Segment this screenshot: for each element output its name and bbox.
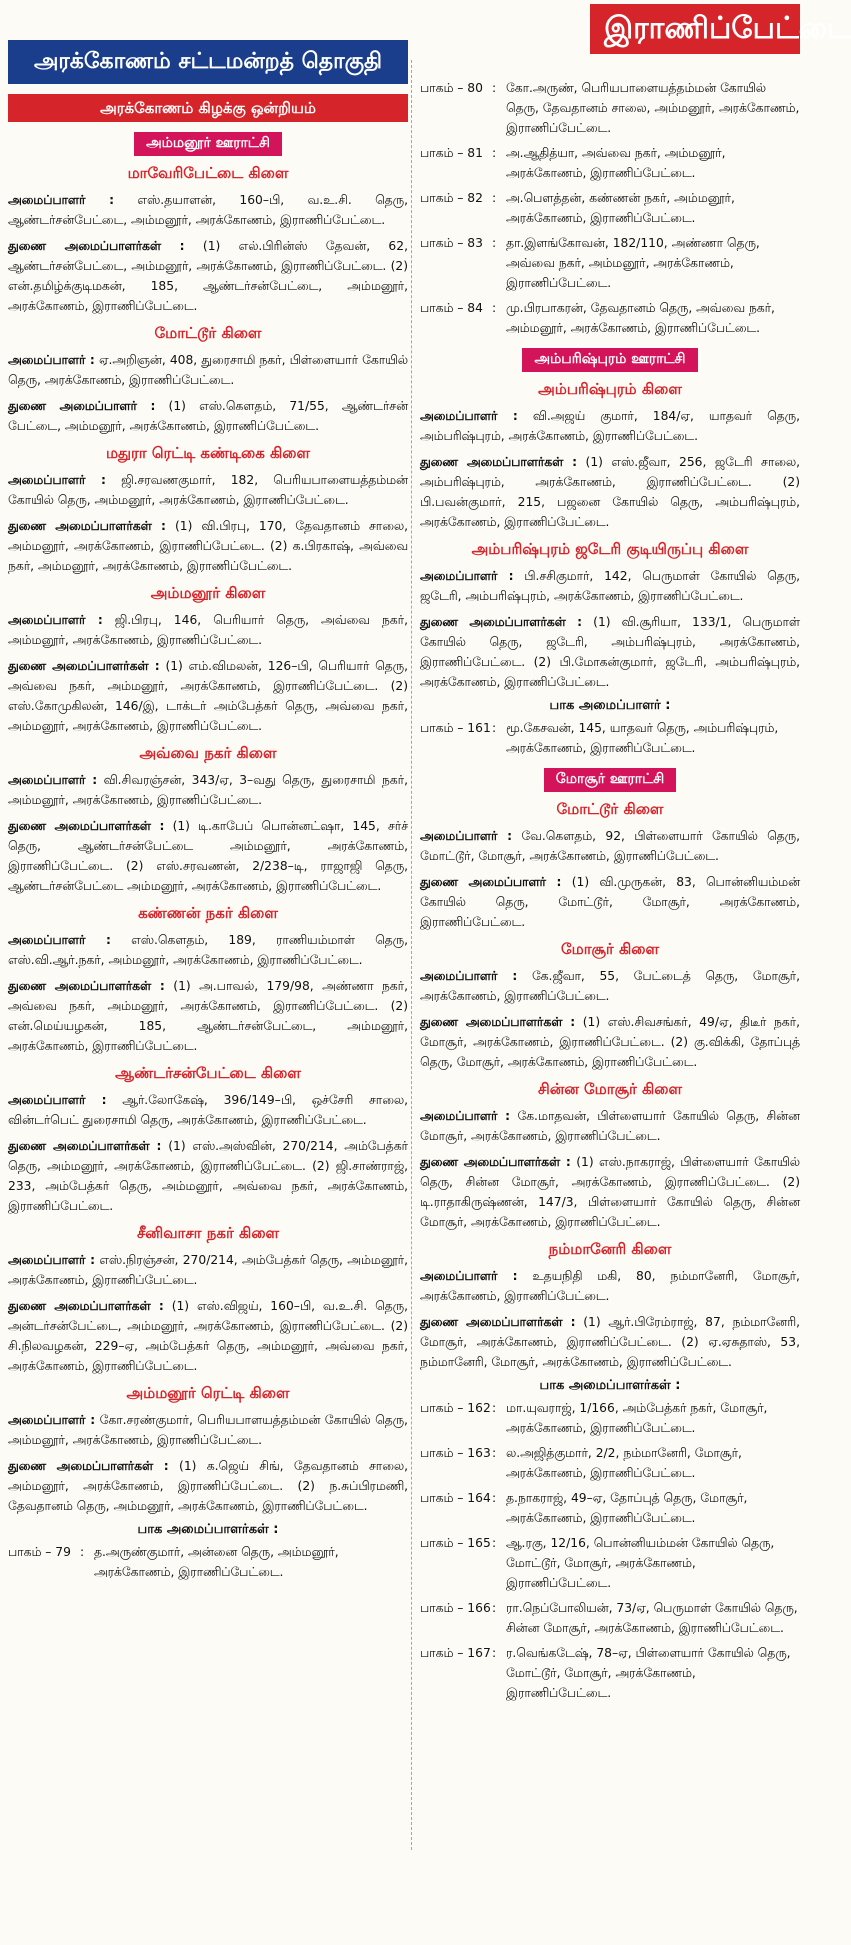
deputy-label: துணை அமைப்பாளர்கள் : (8, 239, 185, 253)
pagam-number: பாகம் – 82 (420, 191, 483, 205)
pagam-text: அ.பௌத்தன், கண்ணன் நகர், அம்மனூர், அரக்கோணம், இராணிப்பேட்டை. (506, 191, 735, 225)
deputy-label: துணை அமைப்பாளர் : (420, 875, 562, 889)
deputy-entry (8, 656, 408, 736)
organizer-label: அமைப்பாளர் : (8, 613, 103, 627)
branch-title: நம்மானேரி கிளை (548, 1240, 672, 1258)
pagam-text: ர.வெங்கடேஷ், 78–ஏ, பிள்ளையார் கோயில் தெரு, மோட்டூர், மோசூர், அரக்கோணம், இராணிப்பேட்டை. (506, 1646, 791, 1700)
branch-list (420, 380, 800, 692)
deputy-text: (1) எஸ்.விஜய், 160–பி, வ.உ.சி. தெரு, அன்டர்சன்பேட்டை, அம்மனூர், அரக்கோணம், இராணிப்பேட்டை. (2) சி.நிலவழகன், 229–ஏ, அம்பேத்கர் தெரு, அம்மனூர், அவ்வை நகர், அரக்கோணம், இராணிப்பேட்டை. (8, 1299, 408, 1373)
organizer-label: அமைப்பாளர் : (420, 969, 518, 983)
organizer-label: அமைப்பாளர் : (8, 1093, 107, 1107)
deputy-entry (8, 1456, 408, 1516)
pagam-list (8, 1542, 408, 1582)
pagam-colon: : (492, 191, 497, 205)
branch-title: ஆண்டர்சன்பேட்டை கிளை (115, 1064, 301, 1082)
organizer-entry (420, 566, 800, 606)
deputy-label: துணை அமைப்பாளர்கள் : (8, 979, 165, 993)
branch-title: அவ்வை நகர் கிளை (139, 744, 277, 762)
organizer-entry (420, 406, 800, 446)
deputy-label: துணை அமைப்பாளர்கள் : (8, 1459, 169, 1473)
pagam-text: மூ.கேசவன், 145, யாதவர் தெரு, அம்பரிஷ்புரம், அரக்கோணம், இராணிப்பேட்டை. (506, 721, 779, 755)
organizer-label: அமைப்பாளர் : (420, 1269, 518, 1283)
organizer-label: அமைப்பாளர் : (8, 193, 115, 207)
pagam-row (420, 233, 800, 293)
organizer-text: பி.சசிகுமார், 142, பெருமாள் கோயில் தெரு, ஜடேரி, அம்பரிஷ்புரம், அரக்கோணம், இராணிப்பேட்டை. (420, 569, 800, 603)
organizer-text: வி.சிவரஞ்சன், 343/ஏ, 3–வது தெரு, துரைசாமி நகர், அம்மனூர், அரக்கோணம், இராணிப்பேட்டை. (8, 773, 408, 807)
organizer-label: அமைப்பாளர் : (8, 933, 111, 947)
left-column (8, 0, 408, 1587)
branch-title: மாவேரிபேட்டை கிளை (127, 164, 289, 182)
constituency-banner: அரக்கோணம் சட்டமன்றத் தொகுதி (8, 40, 408, 84)
organizer-entry (8, 1090, 408, 1130)
pagam-row (420, 1533, 800, 1593)
deputy-text: (1) எஸ்.ஜீவா, 256, ஜடேரி சாலை, அம்பரிஷ்புரம், அரக்கோணம், இராணிப்பேட்டை. (2) பி.பவன்குமார், 215, பஜனை கோயில் தெரு, அம்பரிஷ்புரம், அரக்கோணம், இராணிப்பேட்டை. (420, 455, 800, 529)
deputy-text: (1) எஸ்.அஸ்வின், 270/214, அம்பேத்கர் தெரு, அம்மனூர், அரக்கோணம், இராணிப்பேட்டை. (2) ஜி.சாண்ராஜ், 233, அம்பேத்கர் தெரு, அம்மனூர், அவ்வை நகர், அரக்கோணம், இராணிப்பேட்டை. (8, 1139, 408, 1213)
pagam-row (420, 718, 800, 758)
organizer-label: அமைப்பாளர் : (8, 353, 95, 367)
organizer-text: வி.அஜய் குமார், 184/ஏ, யாதவர் தெரு, அம்பரிஷ்புரம், அரக்கோணம், இராணிப்பேட்டை. (420, 409, 800, 443)
deputy-label: துணை அமைப்பாளர்கள் : (420, 1155, 571, 1169)
deputy-entry (8, 1296, 408, 1376)
pagam-number: பாகம் – 79 (8, 1545, 71, 1559)
organizer-text: கோ.சரண்குமார், பெரியபாளயத்தம்மன் கோயில் தெரு, அம்மனூர், அரக்கோணம், இராணிப்பேட்டை. (8, 1413, 408, 1447)
branch-title: சீனிவாசா நகர் கிளை (136, 1224, 280, 1242)
pagam-number: பாகம் – 83 (420, 236, 483, 250)
branch-title: மதுரா ரெட்டி கண்டிகை கிளை (105, 444, 311, 462)
organizer-text: ஜி.சரவணகுமார், 182, பெரியபாளையத்தம்மன் கோயில் தெரு, அம்மனூர், அரக்கோணம், இராணிப்பேட்டை. (8, 473, 408, 507)
deputy-text: (1) டி.காபேப் பொன்னட்ஷா, 145, சர்ச் தெரு, ஆண்டர்சன்பேட்டை அம்மனூர், அரக்கோணம், இராணிப்பேட்டை. (2) எஸ்.சரவணன், 2/238–டி, ராஜாஜி தெரு, ஆண்டர்சன்பேட்டை அம்மனூர், அரக்கோணம், இராணிப்பேட்டை. (8, 819, 408, 893)
pagam-row (420, 298, 800, 338)
deputy-label: துணை அமைப்பாளர்கள் : (420, 1015, 576, 1029)
organizer-text: உதயநிதி மகி, 80, நம்மானேரி, மோசூர், அரக்கோணம், இராணிப்பேட்டை. (420, 1269, 800, 1303)
organizer-entry (420, 826, 800, 866)
deputy-text: (1) எஸ்.சிவசங்கர், 49/ஏ, திடீர் நகர், மோசூர், அரக்கோணம், இராணிப்பேட்டை. (2) கு.விக்கி, தோப்புத் தெரு, மோசூர், அரக்கோணம், இராணிப்பேட்டை. (420, 1015, 800, 1069)
deputy-label: துணை அமைப்பாளர்கள் : (8, 819, 165, 833)
pagam-colon: : (492, 1401, 497, 1415)
pagam-number: பாகம் – 81 (420, 146, 483, 160)
pagam-text: ல.அஜித்குமார், 2/2, நம்மானேரி, மோசூர், அரக்கோணம், இராணிப்பேட்டை. (506, 1446, 742, 1480)
pagam-row (420, 1598, 800, 1638)
panchayat-label: மோசூர் ஊராட்சி (544, 768, 676, 792)
pagam-colon: : (492, 146, 497, 160)
pagam-text: கோ.அருண், பெரியபாளையத்தம்மன் கோயில் தெரு, தேவதானம் சாலை, அம்மனூர், அரக்கோணம், இராணிப்பேட்டை. (506, 81, 800, 135)
pagam-number: பாகம் – 80 (420, 81, 483, 95)
deputy-label: துணை அமைப்பாளர்கள் : (420, 455, 578, 469)
branch-title: கண்ணன் நகர் கிளை (138, 904, 278, 922)
organizer-text: கே.ஜீவா, 55, பேட்டைத் தெரு, மோசூர், அரக்கோணம், இராணிப்பேட்டை. (420, 969, 800, 1003)
deputy-entry (8, 1136, 408, 1216)
organizer-label: அமைப்பாளர் : (420, 409, 518, 423)
pagam-number: பாகம் – 84 (420, 301, 483, 315)
branch-title: அம்மனூர் கிளை (150, 584, 266, 602)
organizer-label: அமைப்பாளர் : (8, 1413, 96, 1427)
organizer-entry (8, 190, 408, 230)
pagam-row (420, 1398, 800, 1438)
pagam-row (8, 1542, 408, 1582)
pagam-row (420, 1488, 800, 1528)
right-column (420, 0, 800, 1708)
pagam-text: தா.இளங்கோவன், 182/110, அண்ணா தெரு, அவ்வை நகர், அம்மனூர், அரக்கோணம், இராணிப்பேட்டை. (506, 236, 760, 290)
pagam-number: பாகம் – 161 (420, 721, 491, 735)
deputy-label: துணை அமைப்பாளர்கள் : (8, 1139, 162, 1153)
deputy-label: துணை அமைப்பாளர்கள் : (420, 615, 583, 629)
paga-heading: பாக அமைப்பாளர் : (549, 698, 671, 713)
deputy-text: (1) எஸ்.கௌதம், 71/55, ஆண்டர்சன் பேட்டை, அம்மனூர், அரக்கோணம், இராணிப்பேட்டை. (8, 399, 408, 433)
pagam-number: பாகம் – 164 (420, 1491, 491, 1505)
branch-list (420, 800, 800, 1372)
organizer-label: அமைப்பாளர் : (8, 1253, 96, 1267)
paga-heading: பாக அமைப்பாளர்கள் : (539, 1378, 681, 1393)
organizer-entry (8, 350, 408, 390)
organizer-text: கே.மாதவன், பிள்ளையார் கோயில் தெரு, சின்ன மோசூர், அரக்கோணம், இராணிப்பேட்டை. (420, 1109, 800, 1143)
pagam-list (420, 78, 800, 338)
deputy-entry (420, 1312, 800, 1372)
deputy-text: (1) எல்.பிரின்ஸ் தேவன், 62, ஆண்டர்சன்பேட்டை, அம்மனூர், அரக்கோணம், இராணிப்பேட்டை. (2) என்.தமிழ்க்குடிமகன், 185, ஆண்டர்சன்பேட்டை, அம்மனூர், அரக்கோணம், இராணிப்பேட்டை. (8, 239, 408, 313)
organizer-label: அமைப்பாளர் : (8, 773, 98, 787)
organizer-label: அமைப்பாளர் : (420, 569, 514, 583)
deputy-label: துணை அமைப்பாளர்கள் : (420, 1315, 576, 1329)
deputy-text: (1) ஆர்.பிரேம்ராஜ், 87, நம்மானேரி, மோசூர், அரக்கோணம், இராணிப்பேட்டை. (2) ஏ.ஏசுதாஸ், 53, நம்மானேரி, மோசூர், அரக்கோணம், இராணிப்பேட்டை. (420, 1315, 800, 1369)
branch-list (8, 164, 408, 1516)
deputy-entry (8, 516, 408, 576)
pagam-text: அ.ஆதித்யா, அவ்வை நகர், அம்மனூர், அரக்கோணம், இராணிப்பேட்டை. (506, 146, 726, 180)
panchayat-label: அம்பரிஷ்புரம் ஊராட்சி (522, 348, 697, 372)
organizer-text: ஆர்.லோகேஷ், 396/149–பி, ஒச்சேரி சாலை, வின்டர்பெட் துரைசாமி தெரு, அரக்கோணம், இராணிப்பேட்டை. (8, 1093, 408, 1127)
deputy-entry (8, 396, 408, 436)
pagam-colon: : (80, 1545, 85, 1559)
organizer-text: எஸ்.கௌதம், 189, ராணியம்மாள் தெரு, எஸ்.வி.ஆர்.நகர், அம்மனூர், அரக்கோணம், இராணிப்பேட்டை. (8, 933, 408, 967)
pagam-number: பாகம் – 165 (420, 1536, 491, 1550)
deputy-entry (420, 612, 800, 692)
pagam-row (420, 143, 800, 183)
branch-title: அம்மனூர் ரெட்டி கிளை (126, 1384, 290, 1402)
deputy-text: (1) வி.பிரபு, 170, தேவதானம் சாலை, அம்மனூர், அரக்கோணம், இராணிப்பேட்டை. (2) க.பிரகாஷ், அவ்வை நகர், அம்மனூர், அரக்கோணம், இராணிப்பேட்டை. (8, 519, 408, 573)
organizer-entry (8, 470, 408, 510)
organizer-entry (420, 1266, 800, 1306)
deputy-text: (1) வி.சூரியா, 133/1, பெருமாள் கோயில் தெரு, ஜடேரி, அம்பரிஷ்புரம், அரக்கோணம், இராணிப்பேட்டை. (2) பி.மோகன்குமார், ஜடேரி, அம்பரிஷ்புரம், அரக்கோணம், இராணிப்பேட்டை. (420, 615, 800, 689)
pagam-number: பாகம் – 166 (420, 1601, 491, 1615)
deputy-text: (1) க.ஜெய் சிங், தேவதானம் சாலை, அம்மனூர், அரக்கோணம், இராணிப்பேட்டை. (2) ந.சுப்பிரமணி, தேவதானம் தெரு, அம்மனூர், அரக்கோணம், இராணிப்பேட்டை. (8, 1459, 408, 1513)
pagam-text: மு.பிரபாகரன், தேவதானம் தெரு, அவ்வை நகர், அம்மனூர், அரக்கோணம், இராணிப்பேட்டை. (506, 301, 775, 335)
pagam-colon: : (492, 81, 497, 95)
pagam-colon: : (492, 1601, 497, 1615)
union-banner: அரக்கோணம் கிழக்கு ஒன்றியம் (8, 94, 408, 122)
pagam-text: மா.யுவராஜ், 1/166, அம்பேத்கர் நகர், மோசூர், அரக்கோணம், இராணிப்பேட்டை. (506, 1401, 768, 1435)
deputy-entry (420, 1152, 800, 1232)
deputy-text: (1) அ.பாவல், 179/98, அண்ணா நகர், அவ்வை நகர், அம்மனூர், அரக்கோணம், இராணிப்பேட்டை. (2) என்.மெய்யழகன், 185, ஆண்டர்சன்பேட்டை, அம்மனூர், அரக்கோணம், இராணிப்பேட்டை. (8, 979, 408, 1053)
organizer-entry (420, 966, 800, 1006)
deputy-entry (8, 816, 408, 896)
organizer-text: ஜி.பிரபு, 146, பெரியார் தெரு, அவ்வை நகர், அம்மனூர், அரக்கோணம், இராணிப்பேட்டை. (8, 613, 408, 647)
organizer-entry (420, 1106, 800, 1146)
branch-title: மோட்டூர் கிளை (556, 800, 664, 818)
pagam-list (420, 718, 800, 758)
deputy-label: துணை அமைப்பாளர் : (8, 399, 156, 413)
pagam-colon: : (492, 1446, 497, 1460)
pagam-list (420, 1398, 800, 1703)
branch-title: அம்பரிஷ்புரம் கிளை (538, 380, 682, 398)
column-divider (411, 60, 412, 1850)
branch-title: மோசூர் கிளை (561, 940, 659, 958)
organizer-entry (8, 610, 408, 650)
pagam-text: ரா.நெப்போலியன், 73/ஏ, பெருமாள் கோயில் தெரு, சின்ன மோசூர், அரக்கோணம், இராணிப்பேட்டை. (506, 1601, 798, 1635)
pagam-row (420, 78, 800, 138)
deputy-label: துணை அமைப்பாளர்கள் : (8, 519, 166, 533)
deputy-text: (1) எம்.விமலன், 126–பி, பெரியார் தெரு, அவ்வை நகர், அம்மனூர், அரக்கோணம், இராணிப்பேட்டை. (2) எஸ்.கோமுகிலன், 146/இ, டாக்டர் அம்பேத்கர் தெரு, அவ்வை நகர், அம்மனூர், அரக்கோணம், இராணிப்பேட்டை. (8, 659, 408, 733)
deputy-entry (420, 1012, 800, 1072)
pagam-colon: : (492, 301, 497, 315)
organizer-label: அமைப்பாளர் : (420, 1109, 511, 1123)
organizer-text: வே.கௌதம், 92, பிள்ளையார் கோயில் தெரு, மோட்டூர், மோசூர், அரக்கோணம், இராணிப்பேட்டை. (420, 829, 800, 863)
pagam-colon: : (492, 1536, 497, 1550)
deputy-entry (8, 976, 408, 1056)
organizer-text: எஸ்.நிரஞ்சன், 270/214, அம்பேத்கர் தெரு, அம்மனூர், அரக்கோணம், இராணிப்பேட்டை. (8, 1253, 408, 1287)
pagam-number: பாகம் – 162 (420, 1401, 491, 1415)
pagam-text: த.அருண்குமார், அன்னை தெரு, அம்மனூர், அரக்கோணம், இராணிப்பேட்டை. (94, 1545, 339, 1579)
pagam-row (420, 1643, 800, 1703)
deputy-label: துணை அமைப்பாளர்கள் : (8, 1299, 164, 1313)
pagam-number: பாகம் – 167 (420, 1646, 491, 1660)
pagam-colon: : (492, 1491, 497, 1505)
pagam-text: த.நாகராஜ், 49–ஏ, தோப்புத் தெரு, மோசூர், அரக்கோணம், இராணிப்பேட்டை. (506, 1491, 748, 1525)
organizer-label: அமைப்பாளர் : (420, 829, 513, 843)
deputy-entry (8, 236, 408, 316)
pagam-text: ஆ.ரகு, 12/16, பொன்னியம்மன் கோயில் தெரு, மோட்டூர், மோசூர், அரக்கோணம், இராணிப்பேட்டை. (506, 1536, 775, 1590)
organizer-entry (8, 930, 408, 970)
pagam-row (420, 1443, 800, 1483)
pagam-colon: : (492, 1646, 497, 1660)
district-banner: இராணிப்பேட்டை (590, 4, 800, 54)
deputy-label: துணை அமைப்பாளர்கள் : (8, 659, 160, 673)
pagam-row (420, 188, 800, 228)
paga-heading: பாக அமைப்பாளர்கள் : (137, 1522, 279, 1537)
deputy-text: (1) எஸ்.நாகராஜ், பிள்ளையார் கோயில் தெரு, சின்ன மோசூர், அரக்கோணம், இராணிப்பேட்டை. (2) டி.ராதாகிருஷ்ணன், 147/3, பிள்ளையார் கோயில் தெரு, சின்ன மோசூர், அரக்கோணம், இராணிப்பேட்டை. (420, 1155, 800, 1229)
pagam-colon: : (492, 721, 497, 735)
organizer-text: ஏ.அறிஞன், 408, துரைசாமி நகர், பிள்ளையார் கோயில் தெரு, அரக்கோணம், இராணிப்பேட்டை. (8, 353, 408, 387)
panchayat-label: அம்மனூர் ஊராட்சி (134, 132, 282, 156)
branch-title: அம்பரிஷ்புரம் ஜடேரி குடியிருப்பு கிளை (471, 540, 749, 558)
branch-title: சின்ன மோசூர் கிளை (537, 1080, 683, 1098)
organizer-entry (8, 1250, 408, 1290)
deputy-entry (420, 872, 800, 932)
organizer-text: எஸ்.தயாளன், 160–பி, வ.உ.சி. தெரு, ஆண்டர்சன்பேட்டை, அம்மனூர், அரக்கோணம், இராணிப்பேட்டை. (8, 193, 408, 227)
pagam-colon: : (492, 236, 497, 250)
organizer-label: அமைப்பாளர் : (8, 473, 106, 487)
deputy-text: (1) வி.முருகன், 83, பொன்னியம்மன் கோயில் தெரு, மோட்டூர், மோசூர், அரக்கோணம், இராணிப்பேட்டை. (420, 875, 800, 929)
deputy-entry (420, 452, 800, 532)
organizer-entry (8, 1410, 408, 1450)
organizer-entry (8, 770, 408, 810)
branch-title: மோட்டூர் கிளை (154, 324, 262, 342)
pagam-number: பாகம் – 163 (420, 1446, 491, 1460)
